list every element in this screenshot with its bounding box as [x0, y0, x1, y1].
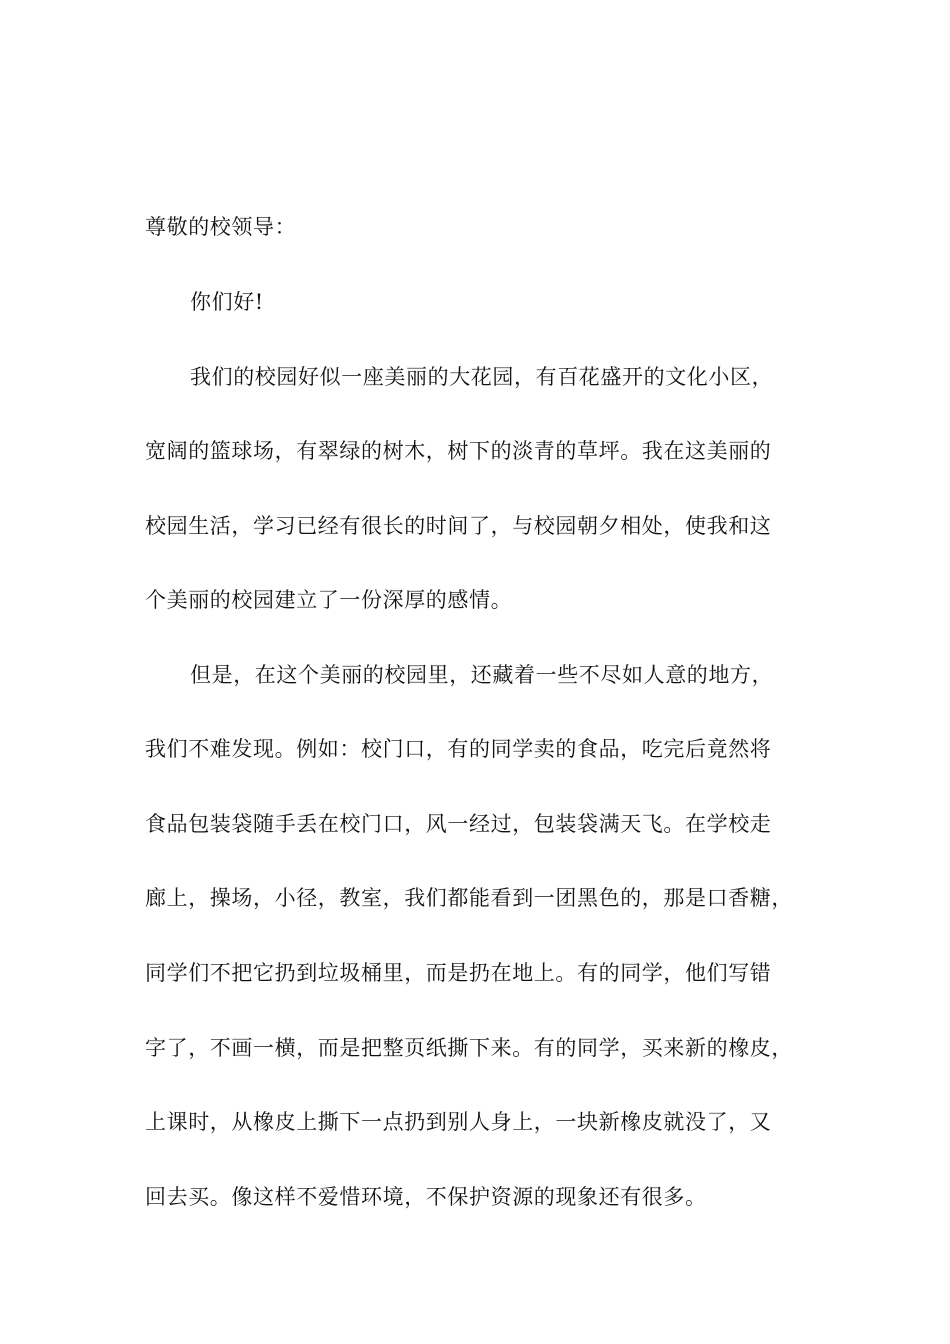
paragraph-line: 字了，不画一横，而是把整页纸撕下来。有的同学，买来新的橡皮，	[145, 1036, 793, 1060]
paragraph-line: 校园生活，学习已经有很长的时间了，与校园朝夕相处，使我和这	[145, 514, 772, 538]
paragraph-line: 食品包装袋随手丢在校门口，风一经过，包装袋满天飞。在学校走	[145, 812, 772, 836]
salutation: 尊敬的校领导：	[145, 215, 297, 239]
paragraph-line: 宽阔的篮球场，有翠绿的树木，树下的淡青的草坪。我在这美丽的	[145, 439, 772, 463]
greeting: 你们好!	[190, 290, 264, 314]
paragraph-line: 廊上，操场，小径，教室，我们都能看到一团黑色的，那是口香糖，	[145, 886, 793, 910]
paragraph-line: 个美丽的校园建立了一份深厚的感情。	[145, 588, 513, 612]
paragraph-line: 回去买。像这样不爱惜环境，不保护资源的现象还有很多。	[145, 1185, 707, 1209]
paragraph-line: 我们的校园好似一座美丽的大花园，有百花盛开的文化小区，	[190, 365, 774, 389]
paragraph-line: 但是，在这个美丽的校园里，还藏着一些不尽如人意的地方，	[190, 663, 774, 687]
paragraph-line: 上课时，从橡皮上撕下一点扔到别人身上，一块新橡皮就没了，又	[145, 1110, 772, 1134]
paragraph-line: 同学们不把它扔到垃圾桶里，而是扔在地上。有的同学，他们写错	[145, 961, 772, 985]
paragraph-line: 我们不难发现。例如：校门口，有的同学卖的食品，吃完后竟然将	[145, 737, 772, 761]
